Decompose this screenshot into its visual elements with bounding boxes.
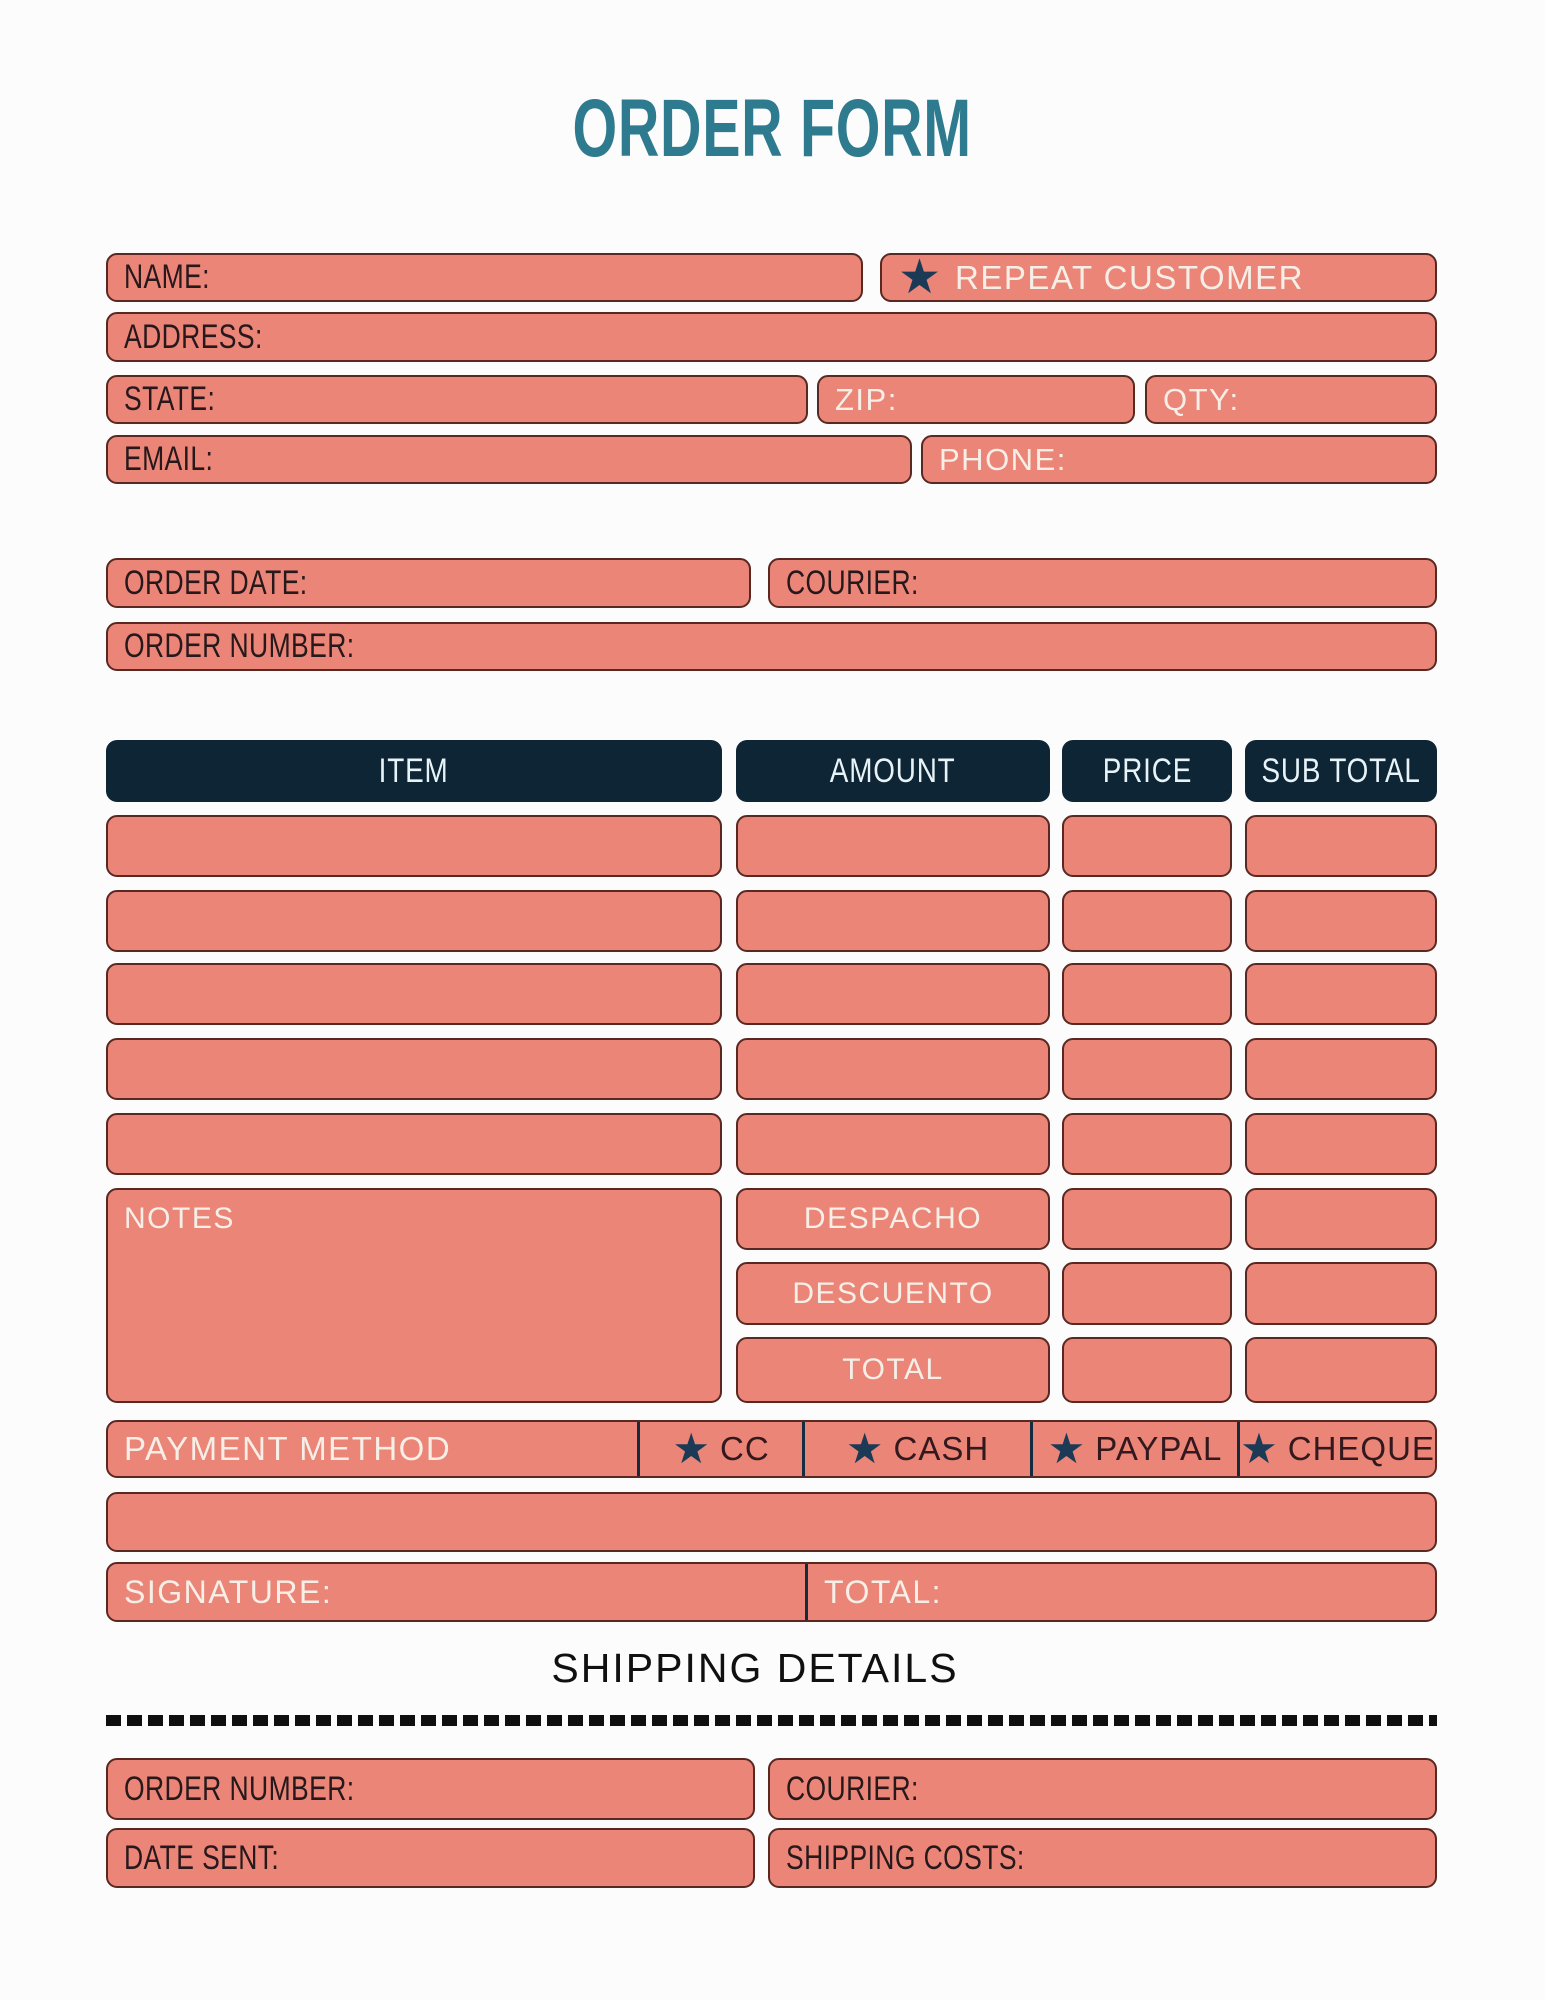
subtotal-cell[interactable] bbox=[1245, 1113, 1437, 1175]
descuento-label-cell bbox=[736, 1262, 1050, 1325]
payment-method-label: PAYMENT METHOD bbox=[124, 1430, 452, 1467]
phone-field[interactable] bbox=[921, 435, 1437, 484]
payment-method-label-section bbox=[108, 1422, 637, 1476]
item-column-header bbox=[106, 740, 722, 802]
shipping-courier-label: COURIER: bbox=[786, 1769, 919, 1808]
price-cell[interactable] bbox=[1062, 890, 1232, 952]
page-title-text: ORDER FORM bbox=[572, 83, 973, 174]
total-label: TOTAL bbox=[842, 1353, 944, 1386]
descuento-label: DESCUENTO bbox=[792, 1276, 994, 1310]
price-cell[interactable] bbox=[1062, 1038, 1232, 1100]
total-row bbox=[106, 1337, 1437, 1403]
amount-header-label: AMOUNT bbox=[830, 751, 956, 790]
name-field[interactable] bbox=[106, 253, 863, 302]
star-icon: ★ bbox=[1240, 1425, 1278, 1472]
price-cell[interactable] bbox=[1062, 963, 1232, 1025]
amount-cell[interactable] bbox=[736, 1113, 1050, 1175]
item-cell[interactable] bbox=[106, 963, 722, 1025]
order-date-label: ORDER DATE: bbox=[124, 563, 308, 602]
star-icon: ★ bbox=[845, 1425, 884, 1472]
cheque-label: CHEQUE bbox=[1287, 1430, 1435, 1467]
qty-label: QTY: bbox=[1163, 381, 1240, 417]
amount-cell[interactable] bbox=[736, 1038, 1050, 1100]
amount-cell[interactable] bbox=[736, 815, 1050, 877]
star-icon: ★ bbox=[898, 250, 942, 304]
despacho-subtotal-cell[interactable] bbox=[1245, 1188, 1437, 1250]
courier-field[interactable] bbox=[768, 558, 1437, 608]
payment-option-cash[interactable] bbox=[802, 1422, 1030, 1476]
signature-total-field[interactable] bbox=[805, 1564, 1435, 1620]
subtotal-cell[interactable] bbox=[1245, 815, 1437, 877]
total-price-cell[interactable] bbox=[1062, 1337, 1232, 1403]
payment-option-cc[interactable] bbox=[637, 1422, 802, 1476]
item-row bbox=[106, 815, 1437, 877]
shipping-details-heading-text: SHIPPING DETAILS bbox=[551, 1645, 959, 1691]
shipping-courier-field[interactable] bbox=[768, 1758, 1437, 1820]
item-row bbox=[106, 890, 1437, 952]
repeat-customer-label: REPEAT CUSTOMER bbox=[955, 258, 1304, 296]
shipping-costs-label: SHIPPING COSTS: bbox=[786, 1838, 1025, 1877]
address-field[interactable] bbox=[106, 312, 1437, 362]
descuento-row bbox=[106, 1262, 1437, 1325]
price-header-label: PRICE bbox=[1102, 751, 1192, 790]
cc-label: CC bbox=[719, 1430, 770, 1467]
state-label: STATE: bbox=[124, 380, 216, 418]
date-sent-label: DATE SENT: bbox=[124, 1838, 280, 1877]
amount-cell[interactable] bbox=[736, 890, 1050, 952]
star-icon: ★ bbox=[1047, 1425, 1086, 1472]
shipping-details-heading bbox=[0, 1645, 1510, 1692]
subtotal-cell[interactable] bbox=[1245, 890, 1437, 952]
shipping-order-number-label: ORDER NUMBER: bbox=[124, 1769, 355, 1808]
address-label: ADDRESS: bbox=[124, 317, 263, 356]
item-row bbox=[106, 1038, 1437, 1100]
email-label: EMAIL: bbox=[124, 440, 214, 478]
shipping-costs-field[interactable] bbox=[768, 1828, 1437, 1888]
despacho-row bbox=[106, 1188, 1437, 1250]
descuento-price-cell[interactable] bbox=[1062, 1262, 1232, 1325]
item-header-label: ITEM bbox=[379, 751, 449, 790]
qty-field[interactable] bbox=[1145, 375, 1437, 424]
star-icon: ★ bbox=[672, 1425, 710, 1472]
zip-field[interactable] bbox=[817, 375, 1135, 424]
item-cell[interactable] bbox=[106, 890, 722, 952]
notes-label: NOTES bbox=[124, 1202, 235, 1235]
despacho-price-cell[interactable] bbox=[1062, 1188, 1232, 1250]
signature-field[interactable] bbox=[108, 1564, 805, 1620]
date-sent-field[interactable] bbox=[106, 1828, 755, 1888]
item-row bbox=[106, 1113, 1437, 1175]
descuento-subtotal-cell[interactable] bbox=[1245, 1262, 1437, 1325]
amount-column-header bbox=[736, 740, 1050, 802]
phone-label: PHONE: bbox=[939, 441, 1067, 477]
subtotal-column-header bbox=[1245, 740, 1437, 802]
despacho-label-cell bbox=[736, 1188, 1050, 1250]
email-field[interactable] bbox=[106, 435, 912, 484]
cash-label: CASH bbox=[893, 1430, 990, 1467]
subtotal-header-label: SUB TOTAL bbox=[1261, 751, 1421, 790]
order-date-field[interactable] bbox=[106, 558, 751, 608]
payment-option-paypal[interactable] bbox=[1030, 1422, 1237, 1476]
name-label: NAME: bbox=[124, 258, 210, 296]
price-cell[interactable] bbox=[1062, 1113, 1232, 1175]
price-cell[interactable] bbox=[1062, 815, 1232, 877]
page-title bbox=[0, 82, 1545, 176]
payment-details-field[interactable] bbox=[106, 1492, 1437, 1552]
amount-cell[interactable] bbox=[736, 963, 1050, 1025]
item-cell[interactable] bbox=[106, 1113, 722, 1175]
state-field[interactable] bbox=[106, 375, 808, 424]
total-subtotal-cell[interactable] bbox=[1245, 1337, 1437, 1403]
order-number-label: ORDER NUMBER: bbox=[124, 627, 355, 665]
paypal-label: PAYPAL bbox=[1095, 1430, 1223, 1467]
payment-method-bar bbox=[106, 1420, 1437, 1478]
item-row bbox=[106, 963, 1437, 1025]
signature-label: SIGNATURE: bbox=[124, 1573, 333, 1610]
total-label-cell bbox=[736, 1337, 1050, 1403]
courier-label: COURIER: bbox=[786, 563, 919, 602]
subtotal-cell[interactable] bbox=[1245, 963, 1437, 1025]
subtotal-cell[interactable] bbox=[1245, 1038, 1437, 1100]
order-number-field[interactable] bbox=[106, 622, 1437, 671]
repeat-customer-field[interactable] bbox=[880, 250, 1437, 304]
price-column-header bbox=[1062, 740, 1232, 802]
dashed-divider bbox=[106, 1715, 1437, 1726]
items-table-header-row bbox=[106, 740, 1437, 802]
shipping-order-number-field[interactable] bbox=[106, 1758, 755, 1820]
despacho-label: DESPACHO bbox=[803, 1202, 983, 1235]
item-cell[interactable] bbox=[106, 1038, 722, 1100]
item-cell[interactable] bbox=[106, 815, 722, 877]
signature-total-label: TOTAL: bbox=[824, 1573, 943, 1610]
zip-label: ZIP: bbox=[835, 381, 898, 417]
signature-bar bbox=[106, 1562, 1437, 1622]
payment-option-cheque[interactable] bbox=[1237, 1422, 1435, 1476]
